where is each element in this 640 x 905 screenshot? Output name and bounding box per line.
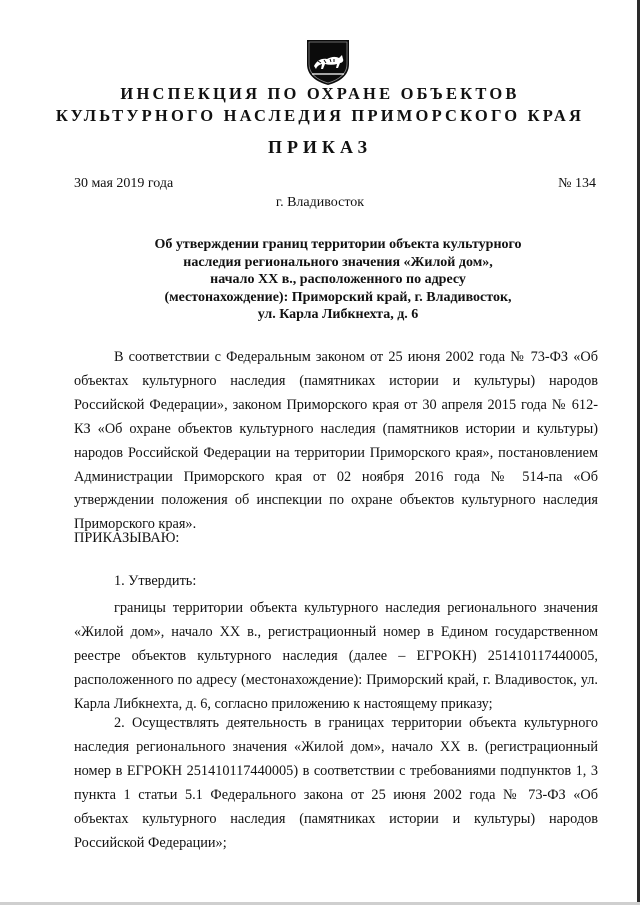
item-1-text: границы территории объекта культурного наследия регионального значения «Жилой дом», начало XX в., регистрационный номер в Едином государственном реестре объектов культурного наследия (далее – ЕГРОКН) 251410117440005, расположенного по адресу (местонахождение): Приморский край, г. Владивосток, ул. Карла Либкнехта, д. 6, согласно приложению к настоящему приказу; [74, 600, 598, 712]
item-2-paragraph [74, 712, 598, 855]
preamble-text: В соответствии с Федеральным законом от 25 июня 2002 года № 73-ФЗ «Об объектах культурного наследия (памятниках истории и культуры) народов Российской Федерации», законом Приморского края от 30 апреля 2015 года № 612-КЗ «Об охране объектов культурного наследия (памятников истории и культуры) народов Российской Федерации на территории Приморского края», постановлением Администрации Приморского края от 02 ноября 2016 года № 514-па «Об утверждении положения об инспекции по охране объектов культурного наследия Приморского края». [74, 349, 598, 533]
preamble-paragraph [74, 346, 598, 537]
order-date: 30 мая 2019 года [74, 176, 174, 191]
agency-name-line-1: ИНСПЕКЦИЯ ПО ОХРАНЕ ОБЪЕКТОВ [120, 84, 520, 103]
item-2-text: 2. Осуществлять деятельность в границах территории объекта культурного наследия регионального значения «Жилой дом», начало XX в. (регистрационный номер в ЕГРОКН 251410117440005) в соответствии с требованиями подпунктов 1, 3 пункта 1 статьи 5.1 Федерального закона от 25 июня 2002 года № 73-ФЗ «Об объектах культурного наследия (памятниках истории и культуры) народов Российской Федерации»; [74, 715, 598, 851]
item-1-heading: 1. Утвердить: [114, 573, 197, 589]
item-1-paragraph [74, 597, 598, 717]
document-type-title: ПРИКАЗ [267, 137, 373, 157]
order-number: № 134 [558, 176, 596, 191]
order-subject [150, 236, 526, 324]
subject-line: (местонахождение): Приморский край, г. Владивосток, [164, 289, 512, 305]
agency-name-line-2: КУЛЬТУРНОГО НАСЛЕДИЯ ПРИМОРСКОГО КРАЯ [55, 106, 585, 125]
subject-line: наследия регионального значения «Жилой дом», [183, 254, 493, 270]
order-directive-word: ПРИКАЗЫВАЮ: [74, 530, 180, 546]
subject-line: начало XX в., расположенного по адресу [210, 272, 466, 287]
subject-line: Об утверждении границ территории объекта культурного [154, 237, 522, 252]
subject-line: ул. Карла Либкнехта, д. 6 [257, 307, 419, 322]
order-city: г. Владивосток [275, 195, 365, 210]
coat-of-arms-icon [303, 36, 353, 86]
